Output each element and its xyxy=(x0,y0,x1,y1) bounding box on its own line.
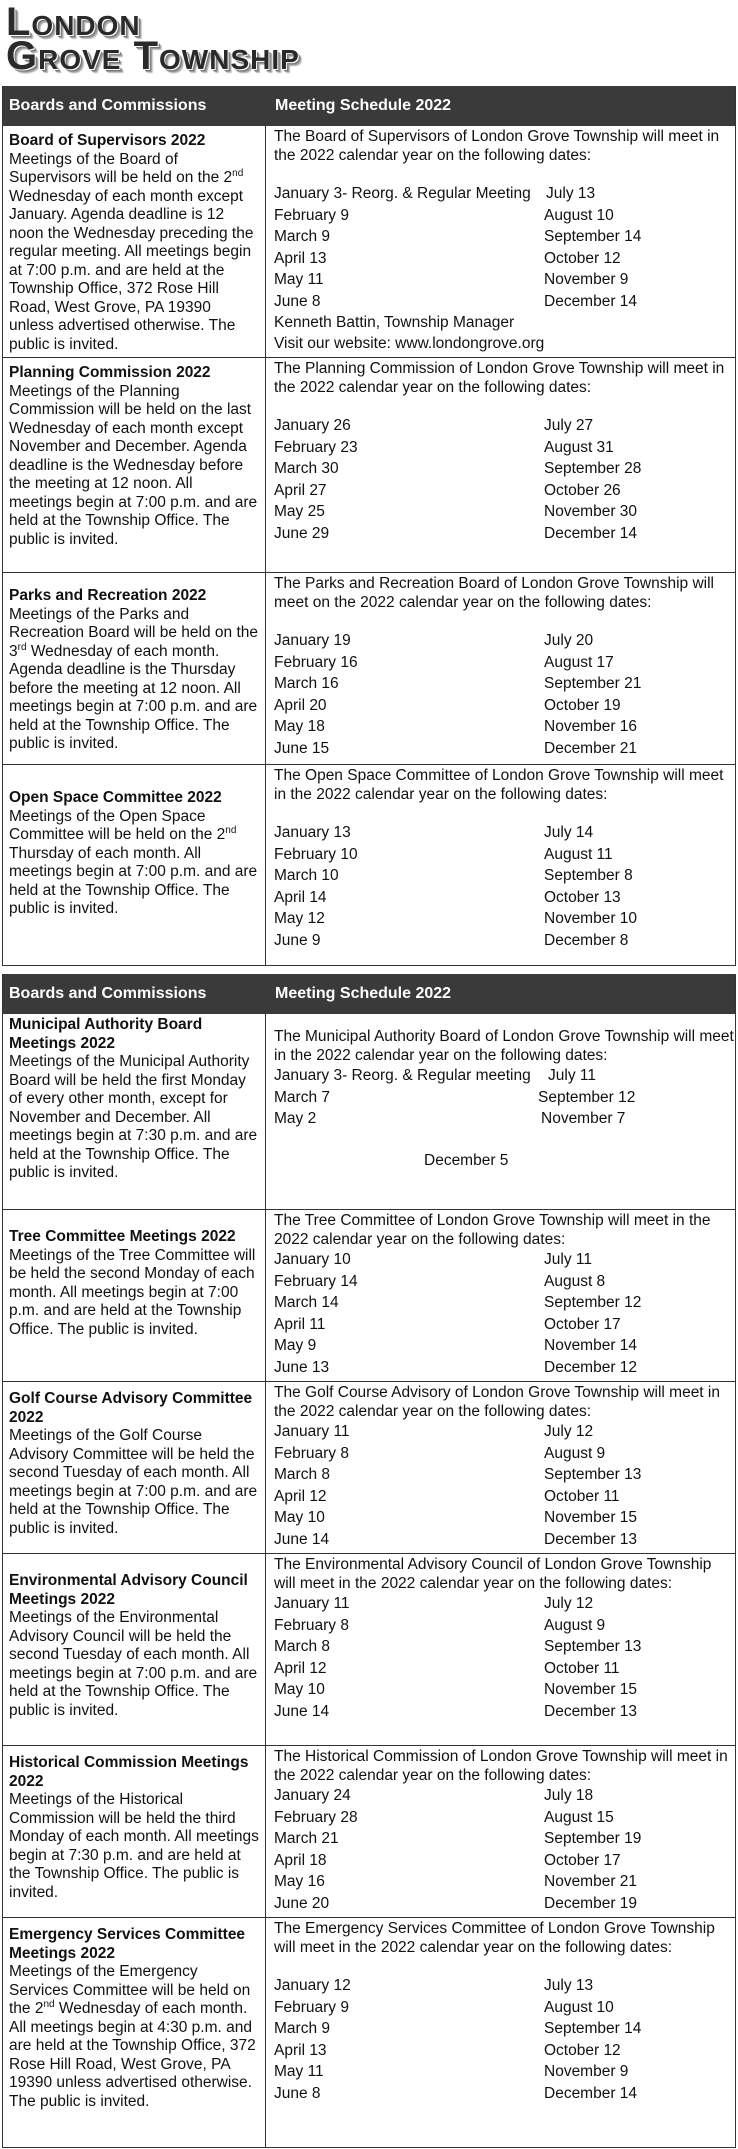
board-description: Meetings of the Tree Committee will be held the second Monday of each month. All meetings begin at 7:00 p.m. and are held at the Township Office. The public is invited. xyxy=(9,1246,256,1338)
date-row xyxy=(274,695,734,717)
extra-date: December 5 xyxy=(424,1151,509,1169)
date-left: June 14 xyxy=(274,1702,330,1720)
date-left: June 29 xyxy=(274,524,330,542)
date-row xyxy=(274,501,734,523)
date-right: August 9 xyxy=(544,1444,606,1462)
date-left: January 24 xyxy=(274,1787,351,1804)
date-row xyxy=(274,1529,734,1551)
date-right: September 14 xyxy=(544,228,642,245)
date-right: September 21 xyxy=(544,675,642,692)
date-right: November 15 xyxy=(544,1509,638,1526)
board-name: Tree Committee Meetings 2022 xyxy=(9,1228,236,1245)
date-row xyxy=(274,1658,734,1680)
date-right: July 12 xyxy=(544,1595,594,1612)
date-left: February 8 xyxy=(274,1444,349,1462)
date-right: November 21 xyxy=(544,1873,638,1890)
date-right: November 16 xyxy=(544,718,638,735)
board-name: Environmental Advisory Council Meetings 2022 xyxy=(9,1572,248,1608)
date-right: July 18 xyxy=(544,1787,594,1804)
date-row xyxy=(274,1314,734,1336)
date-left: May 25 xyxy=(274,503,325,520)
date-list xyxy=(274,1249,734,1378)
date-row xyxy=(274,480,734,502)
date-right: July 27 xyxy=(544,417,594,434)
header-schedule: Meeting Schedule 2022 xyxy=(275,97,452,114)
board-description: Meetings of the Parks and Recreation Board will be held on the 3rd Wednesday of each month. Agenda deadline is the Thursday before the meeting at 12 noon. All meetings begin at 7:00 p.m. and are held at the Township Office. The public is invited. xyxy=(9,605,259,752)
schedule-table-1 xyxy=(2,86,736,966)
table-header xyxy=(3,974,735,1014)
date-row xyxy=(274,1593,734,1615)
date-left: January 3- Reorg. & Regular meeting xyxy=(274,1067,531,1084)
schedule-info xyxy=(274,575,734,759)
date-list xyxy=(274,1975,734,2104)
date-right: August 8 xyxy=(544,1272,606,1290)
date-left: April 12 xyxy=(274,1659,327,1677)
date-right: July 11 xyxy=(548,1067,596,1084)
schedule-intro: The Emergency Services Committee of London Grove Township will meet in the 2022 calendar year on the following dates: xyxy=(274,1920,715,1956)
date-right: September 13 xyxy=(544,1638,642,1655)
date-right: August 31 xyxy=(544,438,614,456)
date-left: January 13 xyxy=(274,824,351,841)
table-row xyxy=(3,1746,735,1918)
board-description: Meetings of the Board of Supervisors will be held on the 2nd Wednesday of each month except January. Agenda deadline is 12 noon the Wednesday preceding the regular meeting. All meetings begin at 7:00 p.m. and are held at the Township Office, 372 Rose Hill Road, West Grove, PA 19390 unless advertised otherwise. The public is invited. xyxy=(9,150,254,353)
date-left: April 11 xyxy=(274,1315,326,1333)
date-right: July 14 xyxy=(544,824,594,841)
schedule-intro: The Board of Supervisors of London Grove Township will meet in the 2022 calendar year on the following dates: xyxy=(274,128,720,164)
date-right: November 30 xyxy=(544,503,638,520)
date-right: August 11 xyxy=(544,845,613,863)
board-info xyxy=(9,364,259,549)
date-left: February 14 xyxy=(274,1272,358,1290)
date-row xyxy=(274,1975,734,1997)
date-right: October 17 xyxy=(544,1851,621,1869)
date-right: November 14 xyxy=(544,1337,638,1354)
date-left: March 8 xyxy=(274,1466,330,1483)
board-description: Meetings of the Emergency Services Committee will be held on the 2nd Wednesday of each month. All meetings begin at 4:30 p.m. and are held at the Township Office, 372 Rose Hill Road, West Grove, PA 19390 unless advertised otherwise. The public is invited. xyxy=(9,1963,256,2110)
date-left: April 12 xyxy=(274,1487,327,1505)
schedule-intro: The Parks and Recreation Board of London Grove Township will meet on the 2022 calendar year on the following dates: xyxy=(274,575,714,611)
date-left: March 21 xyxy=(274,1830,339,1847)
date-right: July 12 xyxy=(544,1423,594,1440)
board-name: Open Space Committee 2022 xyxy=(9,789,222,806)
board-info xyxy=(9,789,259,919)
date-right: September 12 xyxy=(544,1294,642,1311)
date-right: October 17 xyxy=(544,1315,621,1333)
date-row xyxy=(274,183,734,205)
board-info xyxy=(9,587,259,754)
date-row xyxy=(274,1249,734,1271)
date-row xyxy=(274,1271,734,1293)
title-line-1: London xyxy=(6,0,141,44)
date-right: November 9 xyxy=(544,271,629,288)
date-left: June 8 xyxy=(274,2084,321,2102)
date-right: September 8 xyxy=(544,867,633,884)
date-right: August 9 xyxy=(544,1616,606,1634)
date-left: January 19 xyxy=(274,632,351,649)
date-row xyxy=(274,1893,734,1915)
date-left: April 14 xyxy=(274,888,327,906)
date-row xyxy=(274,716,734,738)
date-left: June 9 xyxy=(274,931,321,949)
board-name: Golf Course Advisory Committee 2022 xyxy=(9,1390,253,1426)
schedule-intro: The Historical Commission of London Grove Township will meet in the 2022 calendar year on the following dates: xyxy=(274,1748,728,1784)
date-left: March 9 xyxy=(274,2020,330,2037)
date-left: May 11 xyxy=(274,2063,324,2080)
date-list xyxy=(274,1065,734,1130)
date-right: August 17 xyxy=(544,653,614,671)
title-line-2: Grove Township xyxy=(6,34,300,78)
header-boards: Boards and Commissions xyxy=(9,97,207,114)
board-description: Meetings of the Golf Course Advisory Committee will be held the second Tuesday of each month. All meetings begin at 7:00 p.m. and are held at the Township Office. The public is invited. xyxy=(9,1427,258,1537)
board-info xyxy=(9,1228,259,1339)
date-row xyxy=(274,738,734,760)
date-right: September 14 xyxy=(544,2020,642,2037)
date-row xyxy=(274,2083,734,2105)
board-info xyxy=(9,1754,259,1902)
date-list xyxy=(274,630,734,759)
schedule-info xyxy=(274,1748,734,1914)
date-list xyxy=(274,822,734,951)
date-row xyxy=(274,1850,734,1872)
date-left: January 26 xyxy=(274,417,351,434)
date-right: October 19 xyxy=(544,696,621,714)
manager-name: Kenneth Battin, Township Manager xyxy=(274,314,515,331)
board-name: Planning Commission 2022 xyxy=(9,364,211,381)
date-list xyxy=(274,1593,734,1722)
schedule-intro: The Municipal Authority Board of London Grove Township will meet in the 2022 calendar year on the following dates: xyxy=(274,1028,734,1064)
board-info xyxy=(9,1016,259,1183)
date-left: June 14 xyxy=(274,1530,330,1548)
date-list xyxy=(274,415,734,544)
table-row xyxy=(3,1382,735,1554)
date-left: February 23 xyxy=(274,438,358,456)
date-row xyxy=(274,2018,734,2040)
date-row xyxy=(274,1335,734,1357)
date-row xyxy=(274,1507,734,1529)
date-list xyxy=(274,183,734,312)
date-right: October 12 xyxy=(544,249,621,267)
date-row xyxy=(274,1807,734,1829)
date-right: September 19 xyxy=(544,1830,642,1847)
date-row xyxy=(274,887,734,909)
date-row xyxy=(274,205,734,227)
date-right: December 14 xyxy=(544,2084,638,2102)
board-name: Municipal Authority Board Meetings 2022 xyxy=(9,1016,203,1052)
date-left: January 12 xyxy=(274,1977,351,1994)
date-left: May 12 xyxy=(274,910,325,927)
date-left: May 16 xyxy=(274,1873,325,1890)
date-row xyxy=(274,1679,734,1701)
table-row xyxy=(3,765,735,966)
date-right: September 28 xyxy=(544,460,642,477)
date-right: November 9 xyxy=(544,2063,629,2080)
date-right: July 11 xyxy=(544,1251,592,1268)
date-right: October 11 xyxy=(544,1487,620,1505)
date-row xyxy=(274,844,734,866)
date-row xyxy=(274,865,734,887)
date-left: January 3- Reorg. & Regular Meeting xyxy=(274,185,531,202)
table-row xyxy=(3,358,735,573)
date-row xyxy=(274,908,734,930)
table-row xyxy=(3,126,735,358)
date-right: December 8 xyxy=(544,931,629,949)
date-row xyxy=(274,1636,734,1658)
date-left: March 8 xyxy=(274,1638,330,1655)
date-row xyxy=(274,291,734,313)
date-right: August 15 xyxy=(544,1808,614,1826)
board-name: Historical Commission Meetings 2022 xyxy=(9,1754,249,1790)
date-list xyxy=(274,1785,734,1914)
table-row xyxy=(3,573,735,765)
date-left: April 18 xyxy=(274,1851,327,1869)
date-right: September 13 xyxy=(544,1466,642,1483)
date-left: March 10 xyxy=(274,867,339,884)
date-right: November 7 xyxy=(541,1110,626,1127)
date-left: February 9 xyxy=(274,206,349,224)
schedule-intro: The Environmental Advisory Council of London Grove Township will meet in the 2022 calendar year on the following dates: xyxy=(274,1556,712,1592)
date-right: September 12 xyxy=(538,1088,636,1106)
date-row xyxy=(274,248,734,270)
date-left: June 8 xyxy=(274,292,321,310)
page-title xyxy=(0,0,738,86)
date-right: December 21 xyxy=(544,739,638,757)
date-row xyxy=(274,1871,734,1893)
date-row xyxy=(274,1464,734,1486)
schedule-table-2 xyxy=(2,974,736,2148)
board-description: Meetings of the Open Space Committee will be held on the 2nd Thursday of each month. All meetings begin at 7:00 p.m. and are held at the Township Office. The public is invited. xyxy=(9,807,258,917)
date-row xyxy=(274,2061,734,2083)
schedule-info xyxy=(274,1556,734,1722)
date-right: August 10 xyxy=(544,206,614,224)
date-row xyxy=(274,630,734,652)
schedule-info xyxy=(274,1920,734,2104)
date-row xyxy=(274,1828,734,1850)
date-row xyxy=(274,1486,734,1508)
date-left: June 13 xyxy=(274,1358,330,1376)
date-list xyxy=(274,1421,734,1550)
date-left: March 16 xyxy=(274,675,339,692)
date-right: August 10 xyxy=(544,1998,614,2016)
date-left: March 7 xyxy=(274,1088,330,1106)
date-row xyxy=(274,1701,734,1723)
date-row xyxy=(274,673,734,695)
date-right: July 13 xyxy=(546,185,596,202)
board-description: Meetings of the Planning Commission will be held on the last Wednesday of each month except November and December. Agenda deadline is the Wednesday before the meeting at 12 noon. All meetings begin at 7:00 p.m. and are held at the Township Office. The public is invited. xyxy=(9,382,258,548)
date-row xyxy=(274,458,734,480)
date-right: December 13 xyxy=(544,1530,638,1548)
date-row xyxy=(274,652,734,674)
board-description: Meetings of the Environmental Advisory Council will be held the second Tuesday of each month. All meetings begin at 7:00 p.m. and are held at the Township Office. The public is invited. xyxy=(9,1609,258,1719)
schedule-intro: The Golf Course Advisory of London Grove Township will meet in the 2022 calendar year on the following dates: xyxy=(274,1384,720,1420)
date-left: February 10 xyxy=(274,845,358,863)
date-row xyxy=(274,1443,734,1465)
date-left: June 15 xyxy=(274,739,330,757)
date-left: February 28 xyxy=(274,1808,358,1826)
schedule-intro: The Tree Committee of London Grove Township will meet in the 2022 calendar year on the following dates: xyxy=(274,1212,711,1248)
date-right: November 15 xyxy=(544,1681,638,1698)
date-right: October 13 xyxy=(544,888,621,906)
date-right: December 19 xyxy=(544,1894,638,1912)
date-right: October 11 xyxy=(544,1659,620,1677)
date-right: October 12 xyxy=(544,2041,621,2059)
board-name: Parks and Recreation 2022 xyxy=(9,587,207,604)
date-left: February 16 xyxy=(274,653,358,671)
date-left: April 27 xyxy=(274,481,327,499)
schedule-info xyxy=(274,128,734,354)
table-row xyxy=(3,1554,735,1746)
board-description: Meetings of the Municipal Authority Board will be held the first Monday of every other month, except for November and December. All meetings begin at 7:30 p.m. and are held at the Township Office. The public is invited. xyxy=(9,1053,258,1181)
date-left: May 10 xyxy=(274,1681,325,1698)
date-left: March 14 xyxy=(274,1294,339,1311)
date-left: January 11 xyxy=(274,1595,350,1612)
board-name: Emergency Services Committee Meetings 2022 xyxy=(9,1926,246,1962)
date-right: November 10 xyxy=(544,910,638,927)
schedule-info xyxy=(274,1212,734,1378)
date-left: June 20 xyxy=(274,1894,330,1912)
date-left: May 2 xyxy=(274,1110,317,1127)
board-info xyxy=(9,132,259,354)
date-row xyxy=(274,437,734,459)
date-row xyxy=(274,822,734,844)
schedule-intro: The Planning Commission of London Grove Township will meet in the 2022 calendar year on the following dates: xyxy=(274,360,725,396)
board-info xyxy=(9,1390,259,1538)
date-left: April 20 xyxy=(274,696,327,714)
table-row xyxy=(3,1210,735,1382)
date-row xyxy=(274,1615,734,1637)
schedule-intro: The Open Space Committee of London Grove Township will meet in the 2022 calendar year on the following dates: xyxy=(274,767,724,803)
date-row xyxy=(274,1292,734,1314)
date-row xyxy=(274,1357,734,1379)
table-row xyxy=(3,1918,735,2148)
date-left: May 11 xyxy=(274,271,324,288)
date-left: March 30 xyxy=(274,460,339,477)
table-header xyxy=(3,86,735,126)
date-right: October 26 xyxy=(544,481,621,499)
date-row xyxy=(274,2040,734,2062)
date-right: December 13 xyxy=(544,1702,638,1720)
schedule-info xyxy=(274,1384,734,1550)
date-left: January 11 xyxy=(274,1423,350,1440)
date-right: December 12 xyxy=(544,1358,638,1376)
date-left: February 9 xyxy=(274,1998,349,2016)
date-row xyxy=(274,930,734,952)
date-left: April 13 xyxy=(274,249,327,267)
schedule-info xyxy=(274,767,734,951)
date-row xyxy=(274,1997,734,2019)
schedule-info xyxy=(274,1028,734,1171)
board-info xyxy=(9,1926,259,2111)
date-left: February 8 xyxy=(274,1616,349,1634)
date-right: July 20 xyxy=(544,632,594,649)
date-left: May 9 xyxy=(274,1337,317,1354)
board-info xyxy=(9,1572,259,1720)
date-row xyxy=(274,226,734,248)
schedule-info xyxy=(274,360,734,544)
board-name: Board of Supervisors 2022 xyxy=(9,132,206,149)
date-left: May 10 xyxy=(274,1509,325,1526)
header-boards: Boards and Commissions xyxy=(9,985,207,1002)
board-description: Meetings of the Historical Commission will be held the third Monday of each month. All meetings begin at 7:30 p.m. and are held at the Township Office. The public is invited. xyxy=(9,1791,259,1901)
date-right: December 14 xyxy=(544,524,638,542)
date-row xyxy=(274,415,734,437)
date-left: January 10 xyxy=(274,1251,351,1268)
date-right: December 14 xyxy=(544,292,638,310)
date-row xyxy=(274,1087,734,1109)
table-row xyxy=(3,1014,735,1210)
date-left: March 9 xyxy=(274,228,330,245)
date-right: July 13 xyxy=(544,1977,594,1994)
date-row xyxy=(274,1421,734,1443)
website-text: Visit our website: www.londongrove.org xyxy=(274,335,545,352)
date-left: May 18 xyxy=(274,718,325,735)
date-row xyxy=(274,1785,734,1807)
date-row xyxy=(274,1108,734,1130)
header-schedule: Meeting Schedule 2022 xyxy=(275,985,452,1002)
date-row xyxy=(274,523,734,545)
date-row xyxy=(274,1065,734,1087)
date-row xyxy=(274,269,734,291)
date-left: April 13 xyxy=(274,2041,327,2059)
